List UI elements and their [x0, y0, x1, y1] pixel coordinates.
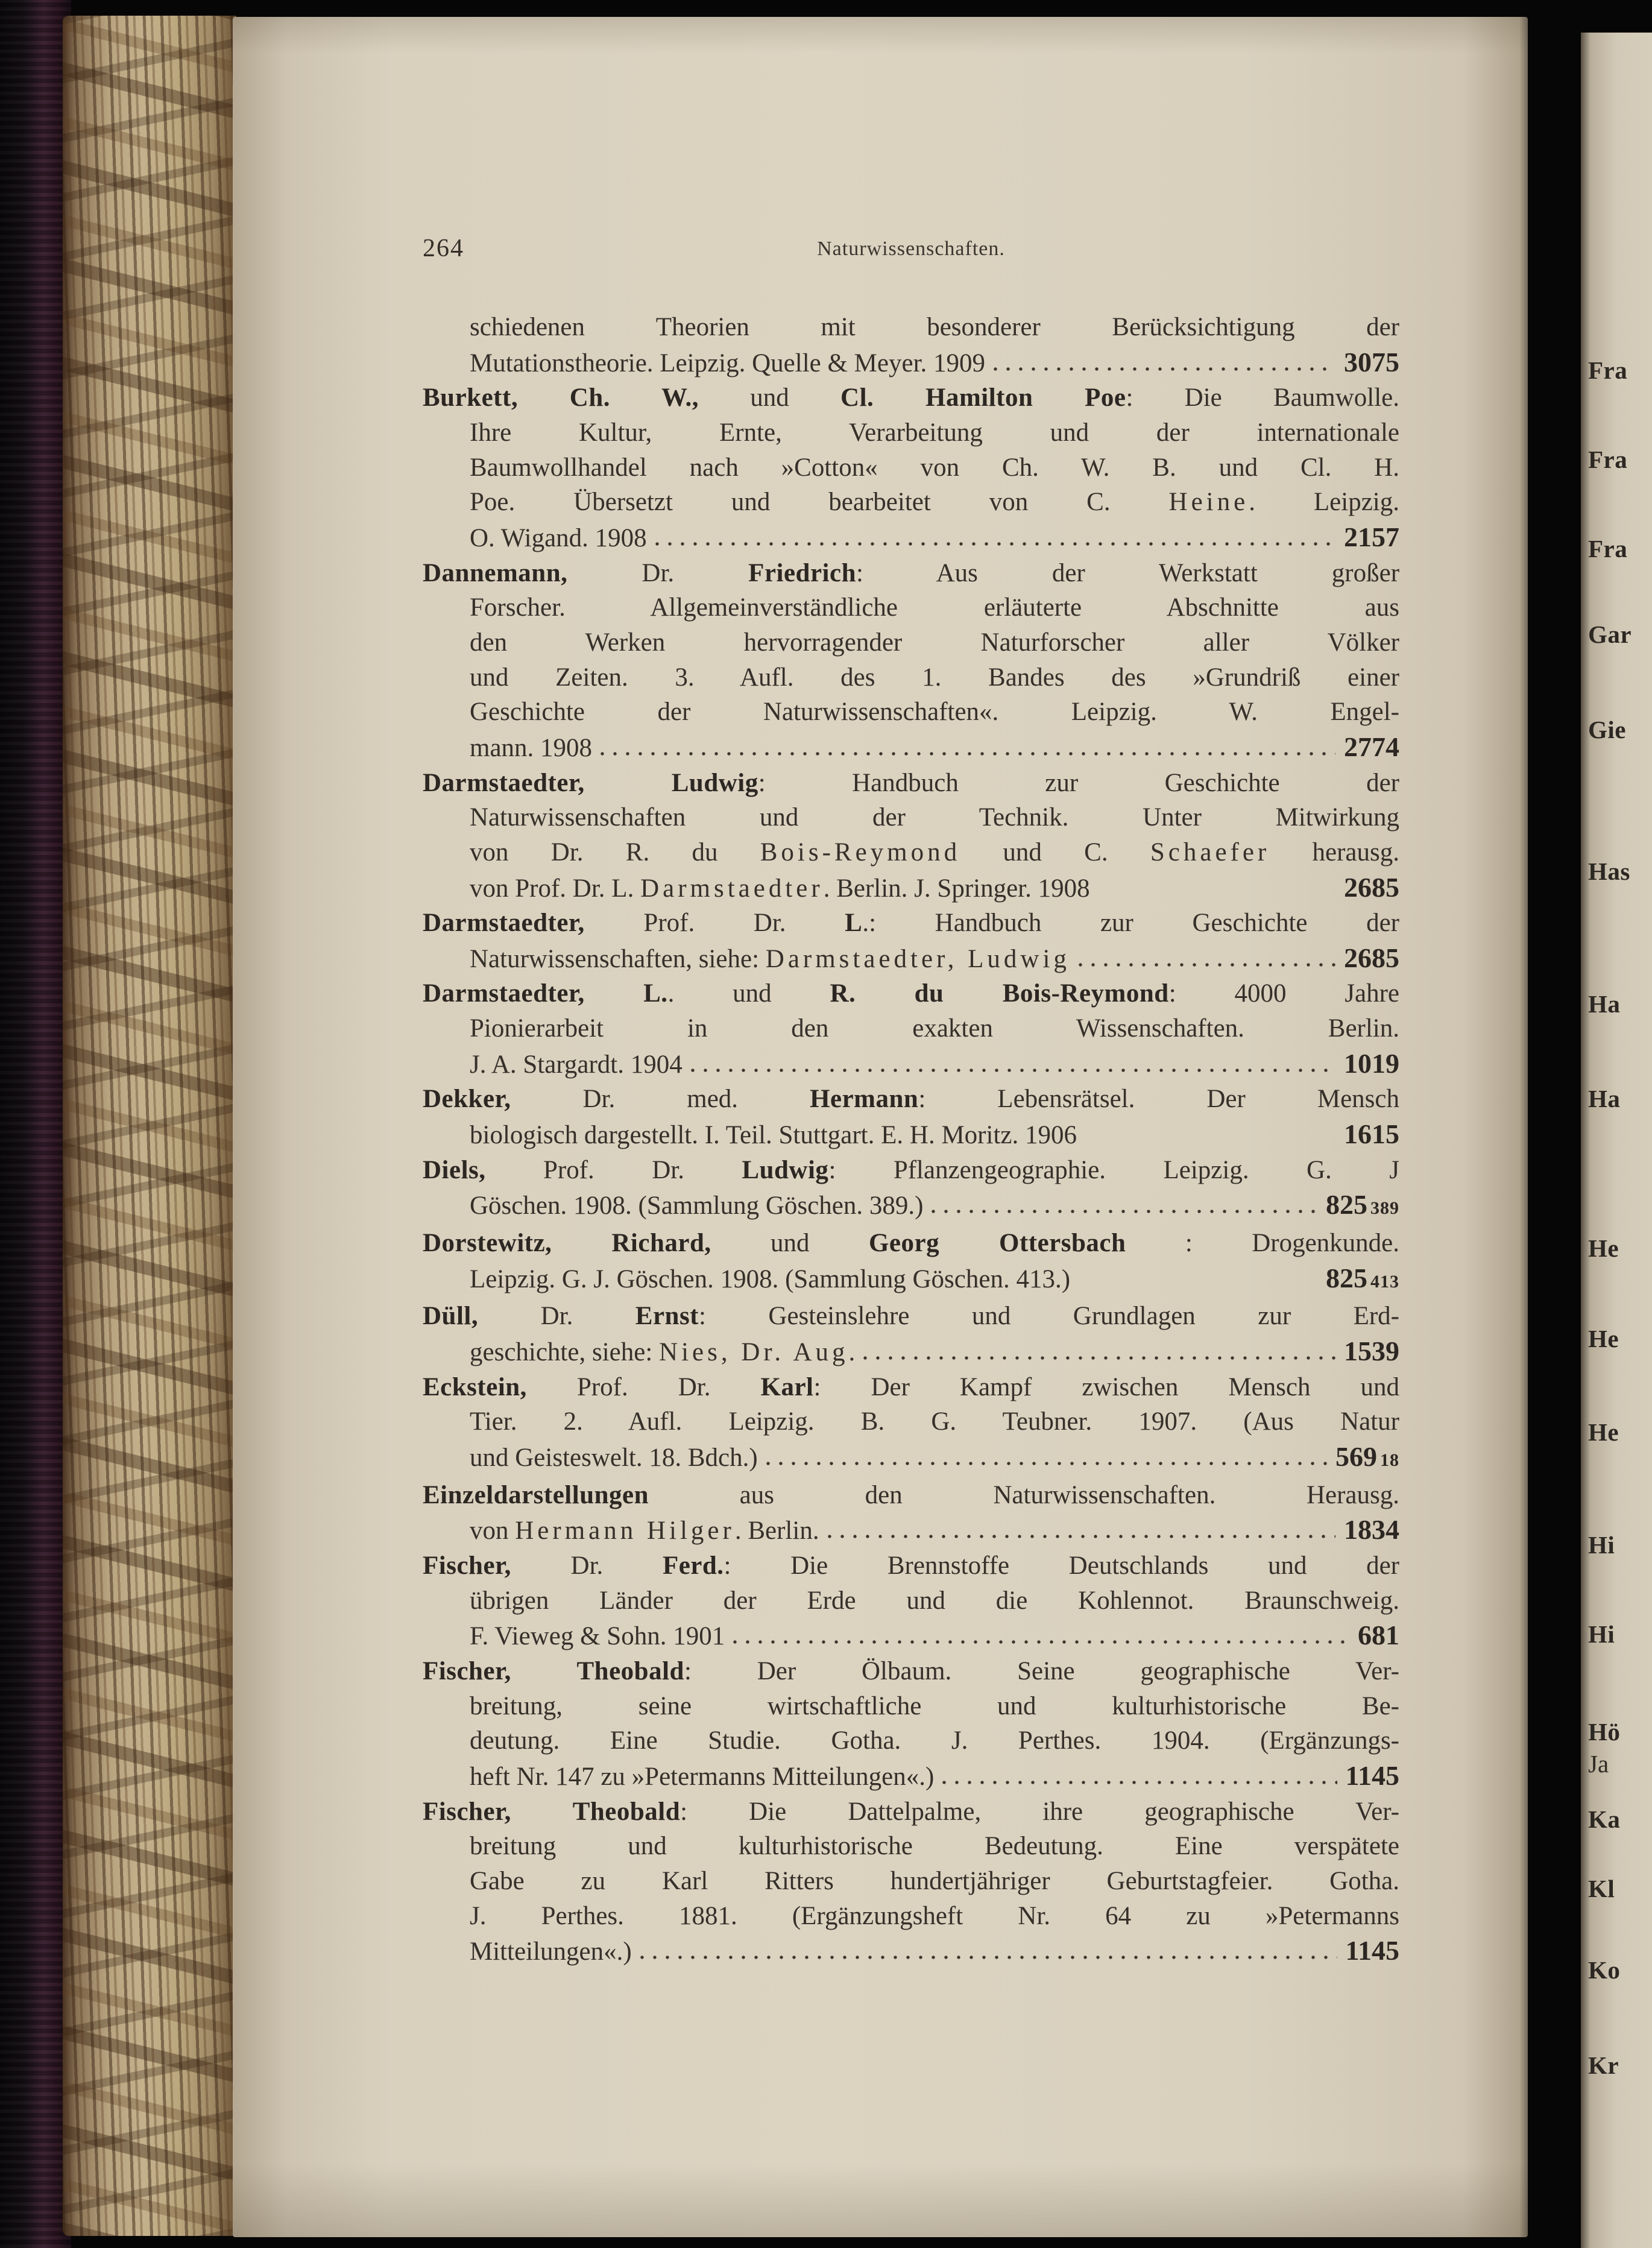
- author-name: Darmstaedter, Ludwig: [423, 768, 758, 797]
- dot-leader: [863, 1356, 1335, 1360]
- plain-text: Naturwissenschaften, siehe:: [470, 944, 766, 973]
- plain-text: Göschen. 1908. (Sammlung Göschen. 389.): [470, 1192, 924, 1220]
- author-name: Ludwig: [742, 1155, 829, 1184]
- entry-text: [423, 1798, 1399, 1826]
- entry-text: [470, 453, 1399, 482]
- entry-text: [423, 1373, 1399, 1401]
- entry-continuation-line: [423, 941, 1399, 977]
- plain-text: .: [848, 1338, 856, 1367]
- entry-text: [470, 1189, 923, 1223]
- entry-text: [470, 628, 1399, 657]
- plain-text: Leipzig. G. J. Göschen. 1908. (Sammlung Göschen. 413.): [470, 1264, 1071, 1293]
- next-page-text-fragment: Kr: [1588, 2051, 1619, 2079]
- plain-text: Poe. Übersetzt und bearbeitet von C.: [470, 488, 1169, 517]
- plain-text: : Die Brennstoffe Deutschlands und der: [724, 1551, 1400, 1580]
- plain-text: Baumwollhandel nach »Cotton« von Ch. W. B. und Cl. H.: [470, 453, 1399, 482]
- plain-text: herausg.: [1270, 838, 1399, 867]
- next-page-text-fragment: Ka: [1588, 1805, 1621, 1833]
- entry-start-line: [423, 380, 1399, 415]
- entry-text: [470, 803, 1399, 832]
- author-name: Burkett, Ch. W.,: [423, 384, 699, 412]
- entry-continuation-line: [423, 1829, 1399, 1864]
- plain-text: übrigen Länder der Erde und die Kohlennot. Braunschweig.: [470, 1586, 1399, 1615]
- entry-continuation-line: [423, 345, 1399, 381]
- dot-leader: [733, 1640, 1349, 1644]
- bibliography-text-block: [423, 310, 1399, 1969]
- next-page-text-fragment: Gar: [1588, 620, 1632, 648]
- entry-number: 1145: [1345, 1935, 1399, 1966]
- entry-text: [470, 698, 1399, 726]
- plain-text: und Zeiten. 3. Aufl. des 1. Bandes des »Grundriß einer: [470, 663, 1399, 692]
- plain-text: F. Vieweg & Sohn. 1901: [470, 1622, 725, 1651]
- entry-number-subscript: 413: [1370, 1271, 1399, 1292]
- entry-number: 1834: [1344, 1514, 1399, 1546]
- plain-text: : Gesteinslehre und Grundlagen zur Erd-: [699, 1302, 1399, 1331]
- entry-text: [470, 488, 1399, 516]
- author-name: Diels,: [423, 1155, 486, 1184]
- plain-text: und C.: [960, 838, 1150, 867]
- plain-text: J. Perthes. 1881. (Ergänzungsheft Nr. 64 zu »Petermanns: [470, 1901, 1399, 1930]
- entry-start-line: [423, 1654, 1399, 1689]
- entry-continuation-line: [423, 1723, 1399, 1758]
- left-page: [233, 17, 1528, 2237]
- entry-text: [470, 871, 1090, 906]
- next-page-text-fragment: Ko: [1588, 1956, 1621, 1984]
- plain-text: : Die Baumwolle.: [1126, 384, 1399, 412]
- entry-text: [470, 1118, 1077, 1153]
- plain-text: Mitteilungen«.): [470, 1937, 632, 1966]
- entry-text: [470, 1934, 632, 1969]
- entry-continuation-line: [423, 415, 1399, 450]
- entry-text: [423, 769, 1399, 797]
- entry-continuation-line: [423, 800, 1399, 835]
- next-page-text-fragment: Hi: [1588, 1620, 1615, 1648]
- entry-continuation-line: [423, 1334, 1399, 1370]
- next-page-text-fragment: Kl: [1588, 1875, 1615, 1902]
- entry-text: [470, 1867, 1399, 1895]
- plain-text: von Prof. Dr. L.: [470, 874, 641, 903]
- plain-text: Tier. 2. Aufl. Leipzig. B. G. Teubner. 1907. (Aus Natur: [470, 1407, 1399, 1436]
- spaced-name: Darmstaedter, Ludwig: [765, 944, 1070, 973]
- next-page-text-fragment: He: [1588, 1325, 1619, 1353]
- dot-leader: [640, 1955, 1337, 1960]
- page-number: 264: [423, 235, 464, 262]
- entry-text: [470, 838, 1399, 867]
- entry-number: 825 413: [1326, 1262, 1399, 1293]
- plain-text: aus den Naturwissenschaften. Herausg.: [649, 1480, 1399, 1509]
- author-name: Dorstewitz, Richard,: [423, 1229, 711, 1258]
- author-name: Darmstaedter,: [423, 909, 585, 938]
- plain-text: mann. 1908: [470, 733, 593, 762]
- entry-start-line: [423, 1795, 1399, 1830]
- entry-continuation-line: [423, 1046, 1399, 1082]
- entry-continuation-line: [423, 1618, 1399, 1654]
- plain-text: : Der Kampf zwischen Mensch und: [813, 1372, 1399, 1401]
- author-name: Friedrich: [748, 558, 857, 587]
- entry-text: [470, 1335, 855, 1370]
- entry-number-subscript: 389: [1370, 1198, 1399, 1219]
- entry-start-line: [423, 766, 1399, 801]
- entry-text: [470, 521, 647, 556]
- entry-text: [423, 1229, 1399, 1257]
- entry-text: [423, 1085, 1399, 1113]
- entry-text: [470, 1047, 683, 1082]
- spaced-name: Bois-Reymond: [760, 838, 961, 867]
- entry-text: [423, 979, 1399, 1008]
- entry-continuation-line: [423, 870, 1399, 906]
- entry-text: [470, 1587, 1399, 1615]
- plain-text: schiedenen Theorien mit besonderer Berücksichtigung der: [470, 313, 1399, 341]
- entry-number: 1145: [1345, 1760, 1399, 1791]
- entry-start-line: [423, 556, 1399, 591]
- next-page-text-fragment: Ha: [1588, 990, 1621, 1018]
- entry-continuation-line: [423, 1011, 1399, 1046]
- entry-continuation-line: [423, 1439, 1399, 1478]
- entry-text: [470, 1619, 725, 1654]
- next-page-sliver: [1581, 33, 1652, 2248]
- entry-number: 1615: [1344, 1119, 1399, 1150]
- entry-text: [423, 1657, 1399, 1685]
- plain-text: J. A. Stargardt. 1904: [470, 1050, 683, 1079]
- plain-text: Forscher. Allgemeinverständliche erläuterte Abschnitte aus: [470, 593, 1399, 622]
- plain-text: Geschichte der Naturwissenschaften«. Leipzig. W. Engel-: [470, 698, 1399, 727]
- leader-gap: [1079, 1283, 1317, 1287]
- author-name: Ferd.: [662, 1551, 724, 1580]
- plain-text: : 4000 Jahre: [1168, 979, 1399, 1008]
- author-name: Dannemann,: [423, 558, 568, 587]
- next-page-text-fragment: Has: [1588, 857, 1630, 885]
- author-name: Darmstaedter, L.: [423, 979, 668, 1008]
- next-page-text-fragment: Gie: [1588, 716, 1626, 744]
- plain-text: Gabe zu Karl Ritters hundertjähriger Geburtstagfeier. Gotha.: [470, 1866, 1399, 1895]
- plain-text: und: [711, 1229, 869, 1258]
- entry-number: 2774: [1344, 731, 1399, 762]
- entry-text: [423, 909, 1399, 937]
- plain-text: und Geisteswelt. 18. Bdch.): [470, 1444, 758, 1472]
- plain-text: Dr. med.: [511, 1085, 810, 1114]
- entry-start-line: [423, 976, 1399, 1011]
- next-page-text-fragment: Fra: [1588, 446, 1628, 473]
- author-name: Einzeldarstellungen: [423, 1480, 649, 1509]
- entry-text: [470, 1832, 1399, 1860]
- plain-text: : Lebensrätsel. Der Mensch: [918, 1085, 1399, 1114]
- entry-text: [423, 384, 1399, 412]
- author-name: Hermann: [810, 1085, 919, 1114]
- entry-number: 681: [1358, 1620, 1399, 1651]
- entry-continuation-line: [423, 520, 1399, 556]
- entry-continuation-line: [423, 1758, 1399, 1795]
- entry-continuation-line: [423, 1512, 1399, 1549]
- page-header-row: [423, 232, 1399, 268]
- dot-leader: [691, 1068, 1335, 1073]
- entry-number: 1539: [1344, 1336, 1399, 1367]
- entry-text: [470, 346, 985, 381]
- author-name: Düll,: [423, 1302, 479, 1331]
- plain-text: : Der Ölbaum. Seine geographische Ver-: [684, 1656, 1399, 1685]
- plain-text: O. Wigand. 1908: [470, 523, 647, 552]
- entry-number: 825 389: [1326, 1189, 1399, 1220]
- entry-text: [470, 1407, 1399, 1436]
- next-page-text-fragment: Ha: [1588, 1085, 1621, 1113]
- plain-text: von Dr. R. du: [470, 838, 760, 867]
- book-spine: [0, 0, 71, 2248]
- entry-text: [423, 1156, 1399, 1184]
- entry-text: [423, 1302, 1399, 1330]
- plain-text: breitung, seine wirtschaftliche und kulturhistorische Be-: [470, 1691, 1399, 1720]
- next-page-text-fragment: Ja: [1588, 1750, 1609, 1778]
- entry-text: [470, 1726, 1399, 1755]
- entry-text: [470, 418, 1399, 447]
- entry-text: [470, 1902, 1399, 1930]
- plain-text: : Handbuch zur Geschichte der: [758, 768, 1399, 797]
- dot-leader: [766, 1461, 1327, 1466]
- author-name: L: [845, 909, 863, 938]
- plain-text: : Aus der Werkstatt großer: [856, 558, 1400, 587]
- author-name: Eckstein,: [423, 1372, 527, 1401]
- leader-gap: [1099, 892, 1335, 897]
- next-page-text-fragment: He: [1588, 1418, 1619, 1446]
- entry-text: [470, 313, 1399, 341]
- plain-text: . und: [667, 979, 830, 1008]
- author-name: Karl: [760, 1372, 814, 1401]
- author-name: Fischer, Theobald: [423, 1797, 681, 1826]
- spaced-name: Hermann Hilger: [515, 1517, 735, 1546]
- author-name: Cl. Hamilton Poe: [840, 384, 1126, 412]
- entry-text: [470, 1441, 758, 1476]
- entry-text: [470, 1692, 1399, 1720]
- plain-text: Ihre Kultur, Ernte, Verarbeitung und der internationale: [470, 418, 1399, 447]
- plain-text: Prof. Dr.: [526, 1372, 761, 1401]
- plain-text: : Drogenkunde.: [1126, 1229, 1399, 1258]
- entry-continuation-line: [423, 1404, 1399, 1439]
- entry-text: [470, 1262, 1070, 1297]
- entry-continuation-line: [423, 1864, 1399, 1899]
- page-gap-shadow: [1519, 0, 1582, 2248]
- plain-text: Dr.: [478, 1302, 635, 1331]
- entry-continuation-line: [423, 1117, 1399, 1153]
- entry-continuation-line: [423, 835, 1399, 870]
- plain-text: : Pflanzengeographie. Leipzig. G. J: [828, 1155, 1399, 1184]
- entry-number-subscript: 18: [1380, 1450, 1399, 1470]
- entry-text: [470, 663, 1399, 692]
- spaced-name: Nies, Dr. Aug: [659, 1338, 849, 1367]
- plain-text: Dr.: [511, 1551, 663, 1580]
- entry-text: [470, 731, 592, 766]
- author-name: R. du Bois-Reymond: [830, 979, 1169, 1008]
- entry-start-line: [423, 1299, 1399, 1334]
- plain-text: und: [699, 384, 841, 412]
- entry-continuation-line: [423, 695, 1399, 730]
- plain-text: von: [470, 1517, 515, 1546]
- entry-start-line: [423, 1226, 1399, 1261]
- plain-text: . Leipzig.: [1249, 488, 1399, 517]
- plain-text: biologisch dargestellt. I. Teil. Stuttgart. E. H. Moritz. 1906: [470, 1121, 1077, 1150]
- plain-text: . Berlin.: [734, 1517, 819, 1546]
- dot-leader: [655, 541, 1335, 546]
- entry-number: 2157: [1344, 521, 1399, 552]
- spaced-name: Heine: [1168, 488, 1249, 517]
- entry-number: 569 18: [1335, 1441, 1399, 1472]
- next-page-text-fragment: Fra: [1588, 356, 1628, 384]
- entry-start-line: [423, 1549, 1399, 1583]
- author-name: Ernst: [635, 1302, 699, 1331]
- running-header: Naturwissenschaften.: [817, 238, 1005, 260]
- entry-continuation-line: [423, 730, 1399, 766]
- author-name: Georg Ottersbach: [868, 1229, 1126, 1258]
- dot-leader: [994, 367, 1335, 371]
- dot-leader: [1079, 962, 1335, 967]
- plain-text: heft Nr. 147 zu »Petermanns Mitteilungen«.): [470, 1762, 935, 1791]
- entry-start-line: [423, 1478, 1399, 1513]
- marbled-page-edges: [63, 16, 236, 2236]
- entry-continuation-line: [423, 450, 1399, 485]
- plain-text: breitung und kulturhistorische Bedeutung. Eine verspätete: [470, 1832, 1399, 1861]
- plain-text: deutung. Eine Studie. Gotha. J. Perthes. 1904. (Ergänzungs-: [470, 1726, 1399, 1755]
- entry-continuation-line: [423, 1689, 1399, 1724]
- plain-text: : Die Dattelpalme, ihre geographische Ver-: [680, 1797, 1399, 1826]
- spaced-name: Darmstaedter: [640, 874, 824, 903]
- entry-number: 2685: [1344, 871, 1399, 903]
- entry-text: [470, 593, 1399, 622]
- plain-text: Dr.: [567, 558, 749, 587]
- plain-text: den Werken hervorragender Naturforscher aller Völker: [470, 628, 1399, 657]
- entry-start-line: [423, 906, 1399, 941]
- next-page-text-fragment: He: [1588, 1234, 1619, 1262]
- leader-gap: [1085, 1138, 1335, 1143]
- plain-text: Mutationstheorie. Leipzig. Quelle & Meyer. 1909: [470, 349, 986, 377]
- entry-text: [423, 1481, 1399, 1509]
- entry-continuation-line: [423, 310, 1399, 345]
- entry-text: [470, 1514, 819, 1549]
- entry-continuation-line: [423, 1261, 1399, 1299]
- entry-continuation-line: [423, 1187, 1399, 1226]
- entry-start-line: [423, 1370, 1399, 1405]
- entry-continuation-line: [423, 1583, 1399, 1618]
- plain-text: Pionierarbeit in den exakten Wissenschaften. Berlin.: [470, 1014, 1399, 1043]
- entry-continuation-line: [423, 485, 1399, 520]
- entry-start-line: [423, 1153, 1399, 1188]
- next-page-text-fragment: Fra: [1588, 535, 1628, 563]
- entry-text: [470, 1014, 1399, 1043]
- plain-text: .: Handbuch zur Geschichte der: [862, 909, 1399, 938]
- entry-start-line: [423, 1082, 1399, 1117]
- entry-text: [470, 942, 1070, 977]
- entry-continuation-line: [423, 590, 1399, 625]
- author-name: Fischer, Theobald: [423, 1656, 684, 1685]
- dot-leader: [601, 751, 1335, 756]
- author-name: Fischer,: [423, 1551, 511, 1580]
- plain-text: Prof. Dr.: [584, 909, 845, 938]
- entry-text: [423, 559, 1399, 587]
- entry-number: 2685: [1344, 942, 1399, 973]
- next-page-text-fragment: Hi: [1588, 1531, 1615, 1559]
- entry-continuation-line: [423, 625, 1399, 660]
- entry-continuation-line: [423, 660, 1399, 695]
- entry-text: [470, 1760, 934, 1795]
- dot-leader: [828, 1534, 1335, 1539]
- entry-number: 1019: [1344, 1047, 1399, 1079]
- dot-leader: [932, 1209, 1317, 1214]
- plain-text: . Berlin. J. Springer. 1908: [823, 874, 1090, 903]
- entry-continuation-line: [423, 1933, 1399, 1969]
- dot-leader: [942, 1780, 1337, 1785]
- spaced-name: Schaefer: [1150, 838, 1270, 867]
- entry-continuation-line: [423, 1899, 1399, 1934]
- entry-text: [423, 1552, 1399, 1580]
- plain-text: Naturwissenschaften und der Technik. Unter Mitwirkung: [470, 803, 1399, 832]
- author-name: Dekker,: [423, 1085, 511, 1114]
- next-page-text-fragment: Hö: [1588, 1718, 1621, 1746]
- plain-text: Prof. Dr.: [485, 1155, 742, 1184]
- plain-text: geschichte, siehe:: [470, 1338, 660, 1367]
- entry-number: 3075: [1344, 346, 1399, 377]
